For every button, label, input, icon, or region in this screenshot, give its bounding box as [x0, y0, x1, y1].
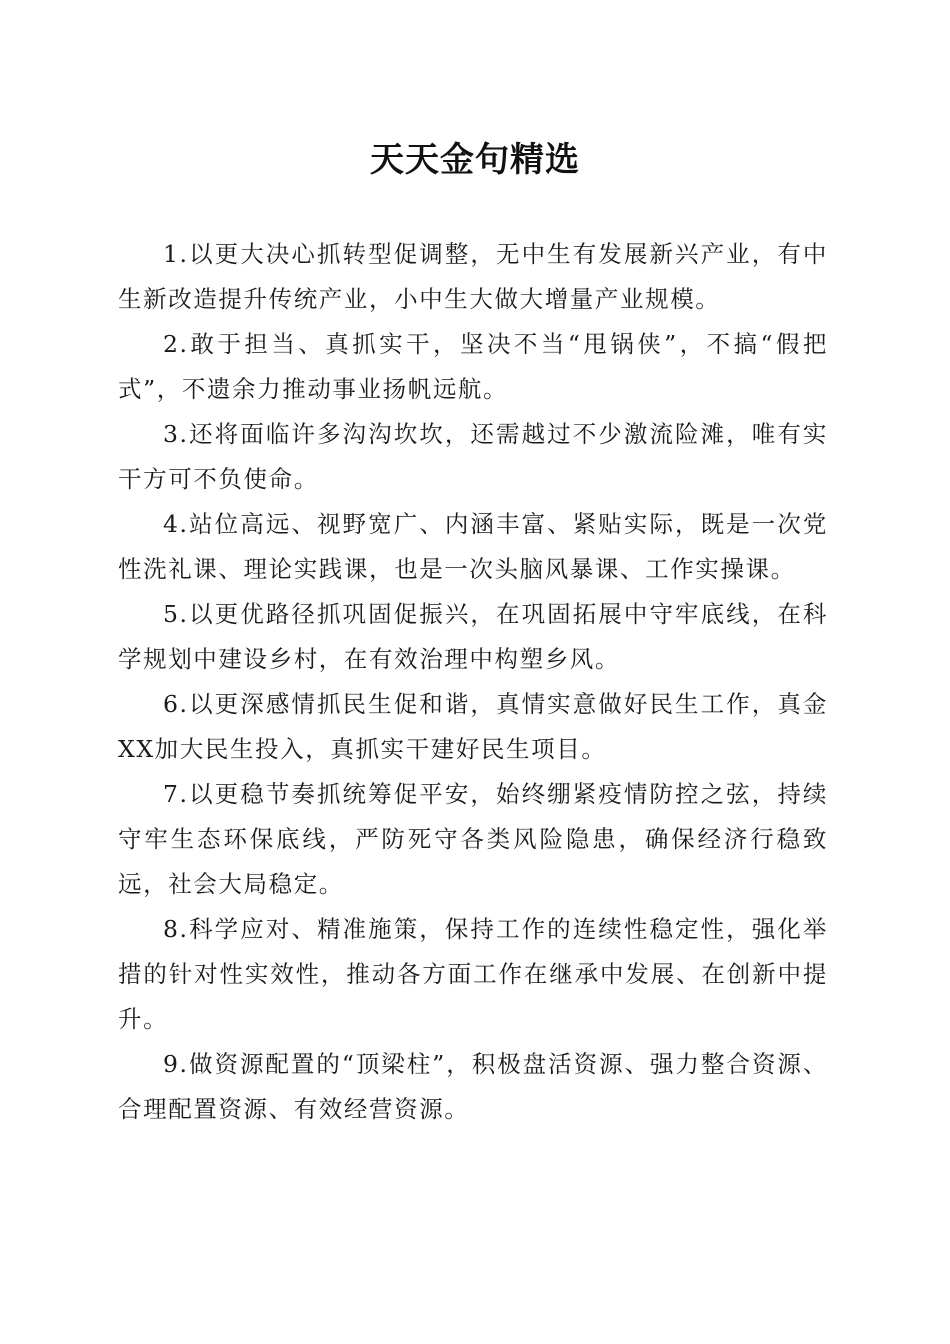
document-title: 天天金句精选 — [370, 140, 580, 180]
document-body — [118, 232, 828, 1132]
quote-item-4: 4.站位高远、视野宽广、内涵丰富、紧贴实际，既是一次党性洗礼课、理论实践课，也是一次头脑风暴课、工作实操课。 — [118, 510, 828, 583]
quote-item-9: 9.做资源配置的“顶梁柱”，积极盘活资源、强力整合资源、合理配置资源、有效经营资源。 — [118, 1050, 828, 1123]
quote-item-7: 7.以更稳节奏抓统筹促平安，始终绷紧疫情防控之弦，持续守牢生态环保底线，严防死守各类风险隐患，确保经济行稳致远，社会大局稳定。 — [118, 780, 828, 898]
quote-item-5: 5.以更优路径抓巩固促振兴，在巩固拓展中守牢底线，在科学规划中建设乡村，在有效治理中构塑乡风。 — [118, 600, 828, 673]
quote-item-8: 8.科学应对、精准施策，保持工作的连续性稳定性，强化举措的针对性实效性，推动各方面工作在继承中发展、在创新中提升。 — [118, 915, 828, 1033]
quote-item-1: 1.以更大决心抓转型促调整，无中生有发展新兴产业，有中生新改造提升传统产业，小中生大做大增量产业规模。 — [118, 240, 828, 313]
quote-item-2: 2.敢于担当、真抓实干，坚决不当“甩锅侠”，不搞“假把式”，不遗余力推动事业扬帆远航。 — [118, 330, 828, 403]
quote-item-6: 6.以更深感情抓民生促和谐，真情实意做好民生工作，真金XX加大民生投入，真抓实干建好民生项目。 — [118, 690, 828, 763]
quote-item-3: 3.还将面临许多沟沟坎坎，还需越过不少激流险滩，唯有实干方可不负使命。 — [118, 420, 828, 493]
